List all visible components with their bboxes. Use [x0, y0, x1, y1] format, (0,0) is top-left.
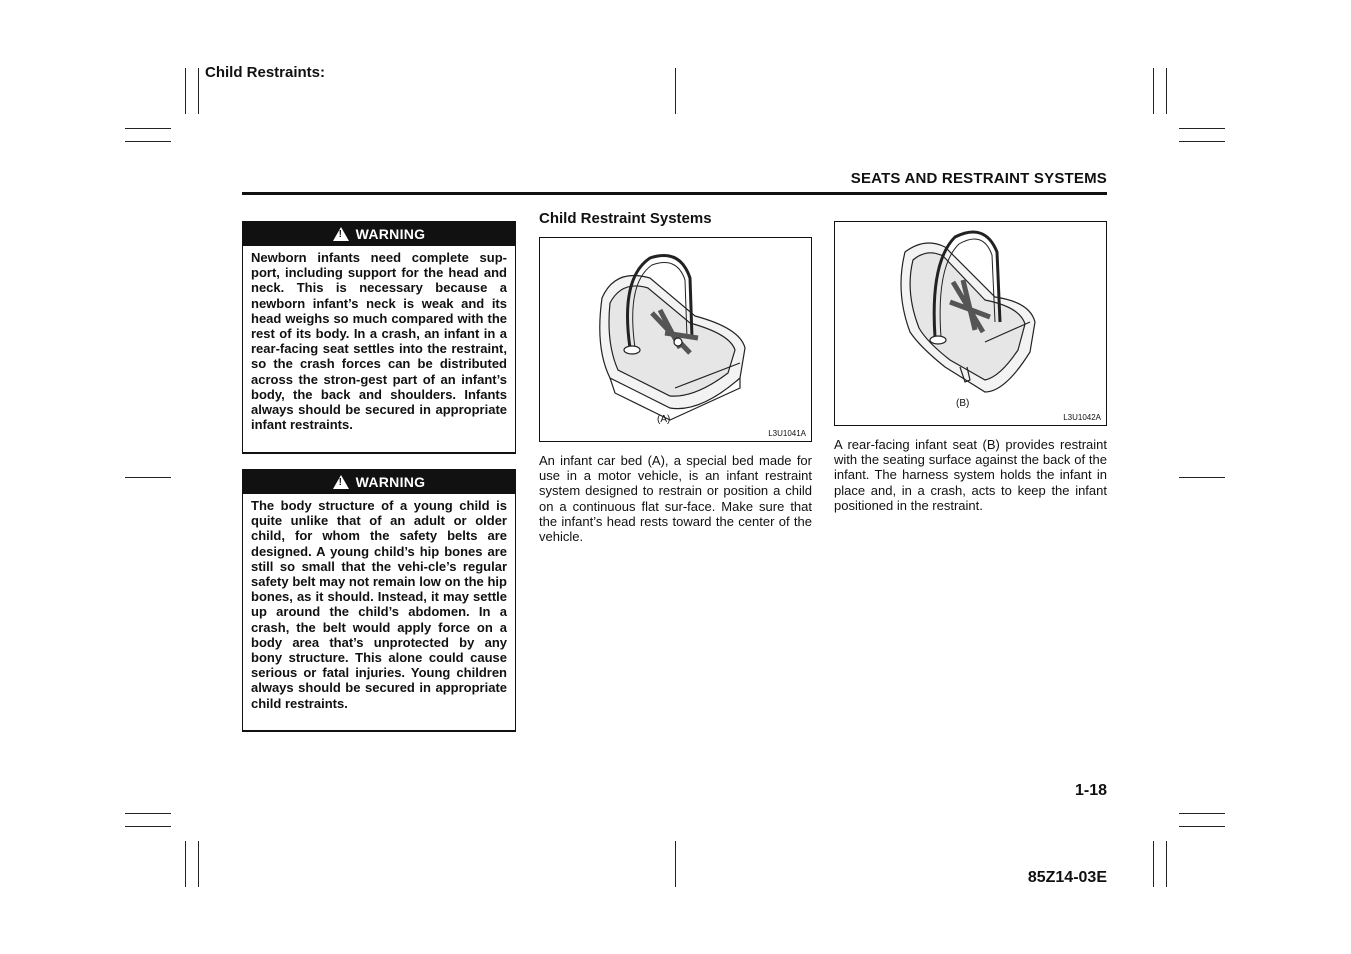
infant-car-bed-illustration — [540, 238, 811, 441]
crop-mark — [1179, 826, 1225, 827]
document-code: 85Z14-03E — [1027, 869, 1107, 886]
figure-code: L3U1041A — [768, 429, 806, 438]
crop-mark — [125, 813, 171, 814]
crop-mark — [1153, 68, 1154, 114]
crop-mark — [1166, 68, 1167, 114]
warning-box — [242, 221, 516, 454]
crop-mark — [675, 841, 676, 887]
crop-mark — [198, 68, 199, 114]
figure-label: (A) — [657, 414, 671, 425]
warning-box — [242, 469, 516, 732]
body-paragraph: A rear-facing infant seat (B) provides restraint with the seating surface against the back of the infant. The harness system holds the infant in place and, in a crash, acts to keep the infant positioned in the restraint. — [834, 437, 1107, 513]
page-number: 1-18 — [1074, 782, 1107, 799]
crop-mark — [198, 841, 199, 887]
crop-mark — [1153, 841, 1154, 887]
crop-mark — [125, 826, 171, 827]
crop-mark — [185, 68, 186, 114]
header-rule — [242, 192, 1107, 195]
crop-mark — [1166, 841, 1167, 887]
crop-mark — [185, 841, 186, 887]
crop-title: Child Restraints: — [205, 64, 326, 81]
crop-mark — [1179, 141, 1225, 142]
warning-label: WARNING — [355, 226, 426, 242]
figure-rear-facing-seat — [834, 221, 1107, 426]
warning-text: Newborn infants need complete sup-port, including support for the head and neck. This is necessary because a newborn infant’s neck is weak and its head weighs so much compared with the rest of its body. In a crash, an infant in a rear-facing seat settles into the restraint, so the crash forces can be distributed across the stron-gest part of an infant’s body, the back and shoulders. Infants always should be secured in appropriate infant restraints. — [251, 250, 507, 433]
crop-mark — [1179, 813, 1225, 814]
crop-mark — [675, 68, 676, 114]
crop-mark — [125, 141, 171, 142]
warning-icon: ! — [333, 475, 349, 489]
section-title: SEATS AND RESTRAINT SYSTEMS — [850, 170, 1107, 187]
warning-label: WARNING — [355, 474, 426, 490]
figure-code: L3U1042A — [1063, 413, 1101, 422]
section-heading: Child Restraint Systems — [539, 210, 712, 227]
warning-icon: ! — [333, 227, 349, 241]
warning-header — [243, 222, 515, 246]
crop-mark — [1179, 477, 1225, 478]
figure-infant-car-bed — [539, 237, 812, 442]
rear-facing-seat-illustration — [835, 222, 1106, 425]
figure-label: (B) — [956, 398, 970, 409]
crop-mark — [125, 477, 171, 478]
warning-text: The body structure of a young child is quite unlike that of an adult or older child, for whom the safety belts are designed. A young child’s hip bones are still so small that the vehi-cle’s regular safety belt may not remain low on the hip bones, as it should. Instead, it may settle up around the child’s abdomen. In a crash, the belt would apply force on a body area that’s unprotected by any bony structure. This alone could cause serious or fatal injuries. Young children always should be secured in appropriate child restraints. — [251, 498, 507, 711]
body-paragraph: An infant car bed (A), a special bed made for use in a motor vehicle, is an infant restraint system designed to restrain or position a child on a continuous flat sur-face. Make sure that the infant’s head rests toward the center of the vehicle. — [539, 453, 812, 545]
crop-mark — [1179, 128, 1225, 129]
warning-header — [243, 470, 515, 494]
crop-mark — [125, 128, 171, 129]
